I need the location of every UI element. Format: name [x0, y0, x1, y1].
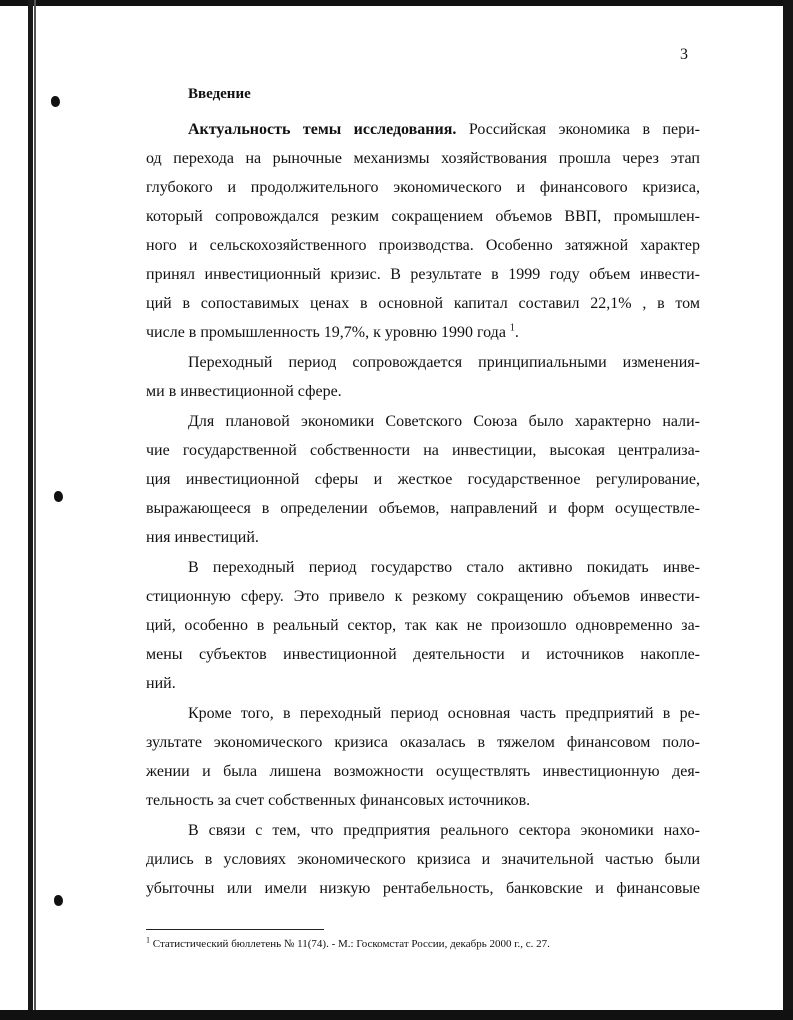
paragraph-line: жении и была лишена возможности осуществлять инвестиционную дея-: [146, 763, 700, 780]
paragraph-line: ния инвестиций.: [146, 529, 259, 546]
footnote-marker: 1: [146, 935, 150, 945]
paragraph-line: В связи с тем, что предприятия реального сектора экономики нахо-: [188, 822, 700, 839]
scan-edge-bottom: [0, 1010, 793, 1020]
scan-edge-left-shadow: [34, 0, 36, 1020]
punch-hole-mark: [54, 895, 63, 906]
paragraph-line: мены субъектов инвестиционной деятельности и источников накопле-: [146, 646, 700, 663]
footnote: [146, 935, 550, 950]
paragraph-line: убыточны или имели низкую рентабельность, банковские и финансовые: [146, 880, 700, 897]
page-number: 3: [680, 46, 688, 63]
paragraph-line: стиционную сферу. Это привело к резкому сокращению объемов инвести-: [146, 588, 700, 605]
scan-edge-left: [28, 0, 33, 1020]
paragraph-line: зультате экономического кризиса оказалась в тяжелом финансовом поло-: [146, 734, 700, 751]
paragraph-line: принял инвестиционный кризис. В результате в 1999 году объем инвести-: [146, 266, 700, 283]
scan-edge-right: [783, 0, 793, 1020]
paragraph-line: тельность за счет собственных финансовых источников.: [146, 792, 531, 809]
footnote-text: Статистический бюллетень № 11(74). - М.: Госкомстат России, декабрь 2000 г., с. 27.: [152, 938, 550, 950]
paragraph-line: ций, особенно в реальный сектор, так как не произошло одновременно за-: [146, 617, 700, 634]
footnote-reference[interactable]: 1: [509, 322, 515, 334]
paragraph-line: ного и сельскохозяйственного производства. Особенно затяжной характер: [146, 237, 700, 254]
paragraph-line: ция инвестиционной сферы и жесткое государственное регулирование,: [146, 471, 700, 488]
punch-hole-mark: [51, 96, 60, 107]
paragraph-line: ций в сопоставимых ценах в основной капитал составил 22,1% , в том: [146, 295, 700, 312]
paragraph-text: числе в промышленность 19,7%, к уровню 1990 года: [146, 324, 506, 341]
paragraph-line: од перехода на рыночные механизмы хозяйствования прошла через этап: [146, 150, 700, 167]
paragraph-line: дились в условиях экономического кризиса и значительной частью были: [146, 851, 700, 868]
paragraph-line: который сопровождался резким сокращением объемов ВВП, промышлен-: [146, 208, 700, 225]
paragraph-line: выражающееся в определении объемов, направлений и форм осуществле-: [146, 500, 700, 517]
paragraph-line: В переходный период государство стало активно покидать инве-: [188, 559, 700, 576]
paragraph-line: [188, 120, 700, 140]
paragraph-line: чие государственной собственности на инвестиции, высокая централиза-: [146, 442, 700, 459]
scan-edge-top: [0, 0, 793, 6]
paragraph-line: Переходный период сопровождается принципиальными изменения-: [188, 354, 700, 371]
paragraph-text: Российская экономика в пери-: [468, 121, 701, 138]
section-heading: Введение: [188, 86, 251, 102]
footnote-separator: [146, 929, 324, 930]
paragraph-line: глубокого и продолжительного экономического и финансового кризиса,: [146, 179, 700, 196]
paragraph-line: [146, 323, 700, 343]
paragraph-line: Кроме того, в переходный период основная часть предприятий в ре-: [188, 705, 700, 722]
paragraph-line: ми в инвестиционной сфере.: [146, 383, 342, 400]
paragraph-lead: Актуальность темы исследования.: [188, 121, 457, 138]
paragraph-end: .: [514, 324, 519, 341]
paragraph-line: ний.: [146, 675, 176, 692]
punch-hole-mark: [54, 491, 63, 502]
paragraph-line: Для плановой экономики Советского Союза было характерно нали-: [188, 413, 700, 430]
